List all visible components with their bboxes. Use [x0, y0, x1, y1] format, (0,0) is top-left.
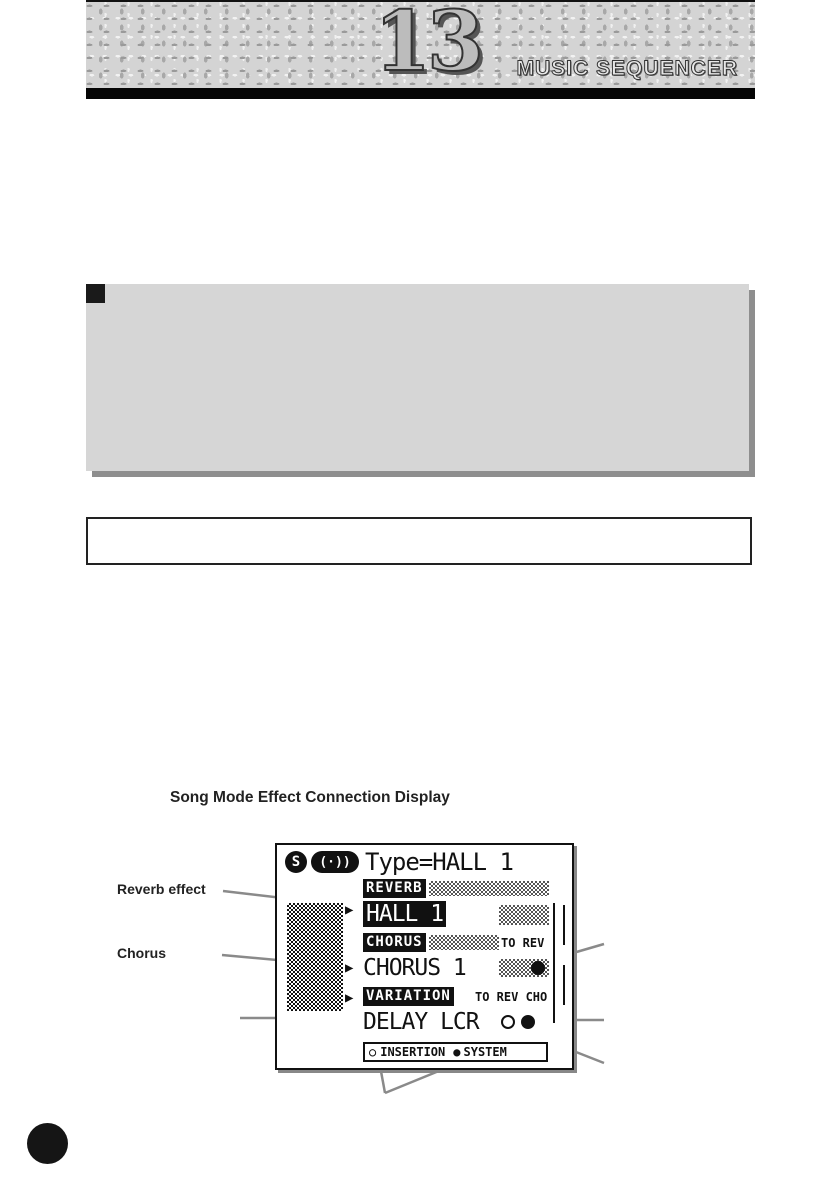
effect-icon: (·))	[311, 851, 359, 873]
arrow-icon-reverb: ▶	[345, 902, 354, 918]
chorus-to-label: TO REV	[501, 936, 545, 950]
chorus-header-hatch	[429, 935, 499, 950]
label-chorus: Chorus	[117, 945, 166, 961]
level-meter-column	[287, 903, 343, 1011]
variation-header: VARIATION	[363, 987, 454, 1006]
reverb-value: HALL 1	[363, 901, 446, 927]
variation-rev-knob-icon[interactable]	[501, 1015, 515, 1029]
note-box	[86, 284, 749, 471]
chapter-number: 13	[374, 0, 481, 90]
outlined-box	[86, 517, 752, 565]
system-label[interactable]: SYSTEM	[463, 1045, 507, 1059]
arrow-icon-variation: ▶	[345, 990, 354, 1006]
routing-line-right	[553, 903, 555, 1023]
variation-value: DELAY LCR	[363, 1009, 479, 1035]
lcd-display	[275, 843, 574, 1070]
reverb-header-hatch	[429, 881, 549, 896]
song-mode-icon: S	[285, 851, 307, 873]
reverb-value-hatch	[499, 905, 549, 925]
chorus-header: CHORUS	[363, 933, 426, 952]
connection-mode-row	[363, 1042, 548, 1062]
arrow-icon-chorus: ▶	[345, 960, 354, 976]
insertion-label[interactable]: INSERTION	[380, 1045, 446, 1059]
chapter-title: MUSIC SEQUENCER	[516, 57, 738, 80]
routing-bracket-1	[563, 905, 565, 945]
page-number-dot-icon	[27, 1123, 68, 1164]
variation-cho-knob-icon[interactable]	[521, 1015, 535, 1029]
variation-to-label: TO REV CHO	[475, 990, 548, 1004]
note-square-icon	[86, 284, 105, 303]
chorus-value: CHORUS 1	[363, 955, 466, 981]
lcd-top-row	[285, 849, 513, 875]
reverb-value-row	[363, 901, 513, 927]
chorus-send-knob-icon[interactable]	[531, 961, 545, 975]
figure-title: Song Mode Effect Connection Display	[170, 789, 450, 806]
routing-bracket-2	[563, 965, 565, 1005]
system-indicator-icon: ●	[453, 1045, 461, 1059]
insertion-indicator-icon: ○	[369, 1045, 377, 1059]
label-reverb-effect: Reverb effect	[117, 881, 206, 897]
lcd-type-text: Type=HALL 1	[365, 848, 513, 876]
reverb-header: REVERB	[363, 879, 426, 898]
